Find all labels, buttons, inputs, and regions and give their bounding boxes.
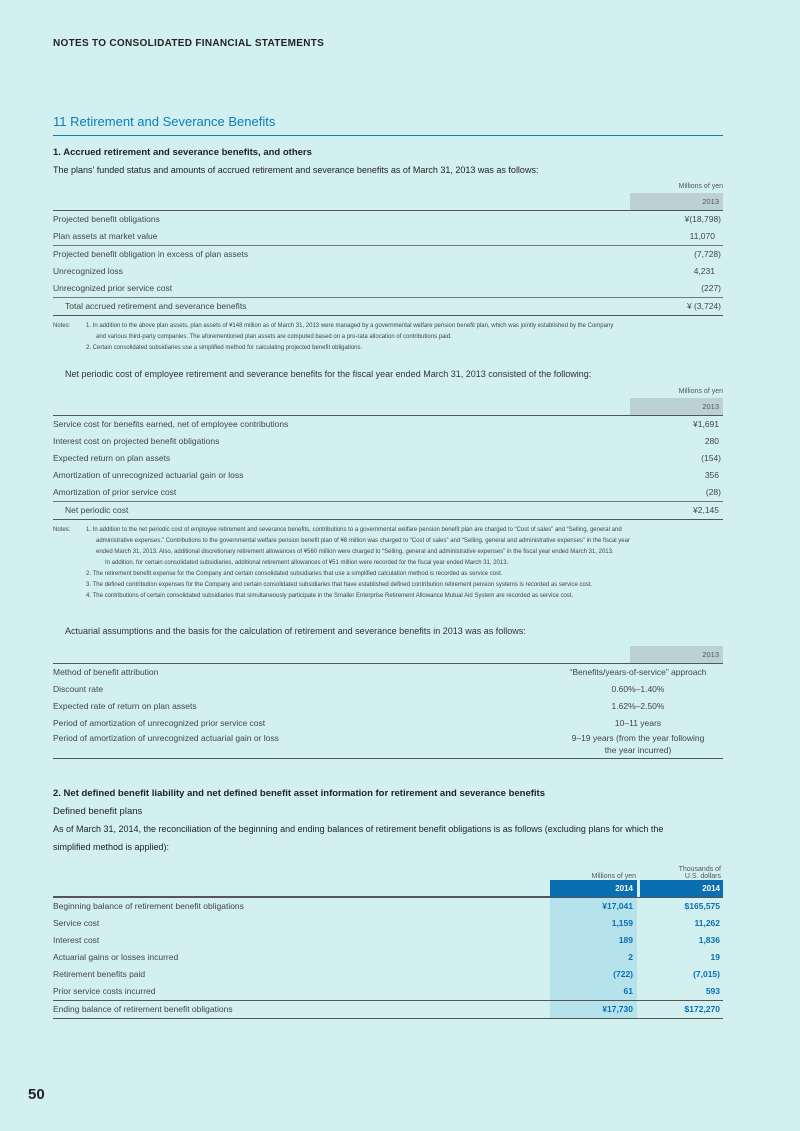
row-usd: $165,575 [684,901,720,911]
table-total-row [53,297,723,316]
row-label: Amortization of prior service cost [53,487,177,497]
part2-subheading: Defined benefit plans [53,806,143,817]
notes-prefix: Notes: [53,323,71,329]
benefit-obligations-table [53,842,723,1019]
page-header: NOTES TO CONSOLIDATED FINANCIAL STATEMENTS [53,38,325,49]
row-value: “Benefits/years-of-service” approach [569,667,707,677]
table-row [53,732,723,759]
note-text: 4. The contributions of certain consolidated subsidiaries that simultaneously participate in the Smaller Enterprise Retirement Allowance Mutual Aid System are recorded as service cost. [86,593,574,599]
table-row [53,932,723,949]
table-row [53,211,723,228]
table2-year-row [53,398,723,416]
note-text: 1. In addition to the net periodic cost of employee retirement and severance benefits, contributions to a governmental welfare pension benefit plan are charged to “Cost of sales” and “Selling, general and [86,527,622,533]
row-usd: 593 [705,986,720,996]
total-label: Ending balance of retirement benefit obligations [53,1004,233,1014]
table-row [53,467,723,484]
table-row [53,897,723,915]
row-yen: ¥17,041 [550,898,637,915]
row-value-line2: the year incurred) [604,745,672,755]
row-yen: 1,159 [550,915,637,932]
table-row [53,715,723,732]
unit-yen: Millions of yen [591,873,636,880]
row-usd: 1,836 [698,935,720,945]
row-label: Prior service costs incurred [53,986,156,996]
table-row [53,949,723,966]
table-total-row [53,501,723,520]
total-label: Total accrued retirement and severance benefits [65,301,247,311]
table-row [53,450,723,467]
row-label: Interest cost on projected benefit obligations [53,436,220,446]
row-yen: 2 [550,949,637,966]
note-text: 2. Certain consolidated subsidiaries use a simplified method for calculating projected benefit obligations. [86,345,363,351]
row-value: (227) [701,283,721,293]
row-label: Beginning balance of retirement benefit obligations [53,901,244,911]
actuarial-intro: Actuarial assumptions and the basis for the calculation of retirement and severance benefits in 2013 was as follows: [65,626,526,636]
row-label: Projected benefit obligation in excess of plan assets [53,249,249,259]
net-periodic-intro: Net periodic cost of employee retirement and severance benefits for the fiscal year ended March 31, 2013 consisted of the following: [65,369,592,379]
row-value: ¥1,691 [693,419,719,429]
row-value: 10–11 years [614,718,662,728]
row-label: Expected rate of return on plan assets [53,701,197,711]
row-value: 4,231 [693,266,715,276]
table-row [53,698,723,715]
note-text: 2. The retirement benefit expense for the Company and certain consolidated subsidiaries that use a simplified calculation method is recorded as service cost. [86,571,503,577]
table-row [53,263,723,280]
page-number: 50 [28,1086,45,1103]
row-usd: 11,262 [694,918,720,928]
table1-unit: Millions of yen [678,183,723,190]
row-label: Service cost [53,918,100,928]
section-title: 11 Retirement and Severance Benefits [53,114,723,136]
table-row [53,245,723,263]
total-yen: ¥17,730 [550,1001,637,1018]
table2-unit: Millions of yen [678,388,723,395]
row-yen: 61 [550,983,637,1000]
table1-year: 2013 [630,193,723,210]
total-label: Net periodic cost [65,505,129,515]
actuarial-assumptions-table [53,646,723,759]
row-value: (154) [701,453,721,463]
row-value: ¥(18,798) [684,214,721,224]
row-usd: (7,015) [693,969,720,979]
note-text: In addition, for certain consolidated subsidiaries, additional retirement allowances of ¥51 million were recorded for the fiscal year ended March 31, 2013. [105,560,509,566]
table-row [53,280,723,297]
note-text: administrative expenses.” Contributions to the governmental welfare pension benefit plan of ¥8 million was charged to “Cost of sales” and “Selling, general and administrative expenses” in the fiscal year [96,538,630,544]
part2-intro-line2: simplified method is applied): [53,842,170,852]
table-row [53,983,723,1000]
note-text: and various third-party companies. The aforementioned plan assets are computed based on a pro-rata allocation of contributions paid. [96,334,452,340]
funded-status-table [53,181,723,316]
notes-2 [53,525,723,602]
row-label: Period of amortization of unrecognized actuarial gain or loss [53,733,279,743]
row-yen: 189 [550,932,637,949]
part1-intro: The plans’ funded status and amounts of accrued retirement and severance benefits as of March 31, 2013 was as follows: [53,165,539,175]
table-row [53,681,723,698]
table4-year-row [53,880,723,897]
part1-heading: 1. Accrued retirement and severance benefits, and others [53,147,312,158]
row-value: (28) [705,487,721,497]
row-label: Projected benefit obligations [53,214,160,224]
row-value: (7,728) [694,249,721,259]
row-value: 356 [704,470,719,480]
table3-year-row [53,646,723,664]
total-value: ¥2,145 [693,505,719,515]
row-label: Period of amortization of unrecognized prior service cost [53,718,266,728]
year-yen: 2014 [550,880,637,897]
row-label: Amortization of unrecognized actuarial gain or loss [53,470,244,480]
row-yen: (722) [550,966,637,983]
row-label: Unrecognized prior service cost [53,283,173,293]
note-text: ended March 31, 2013. Also, additional discretionary retirement allowances of ¥560 million were charged to “Selling, general and administrative expenses” in the fiscal year ended March 31, 2013. [96,549,614,555]
unit-usd-line1: Thousands of [678,866,721,873]
table3-year: 2013 [630,646,723,663]
row-label: Service cost for benefits earned, net of employee contributions [53,419,289,429]
part2-heading: 2. Net defined benefit liability and net defined benefit asset information for retirement and severance benefits [53,788,545,799]
table-row [53,966,723,983]
table-row [53,433,723,450]
total-value: ¥ (3,724) [686,301,721,311]
row-label: Interest cost [53,935,100,945]
notes-1 [53,321,723,354]
table1-year-row [53,193,723,211]
table4-unit-header [53,842,723,880]
note-text: 1. In addition to the above plan assets, plan assets of ¥148 million as of March 31, 2013 were managed by a governmental welfare pension benefit plan, which was jointly established by the Company [86,323,614,329]
row-value: 11,070 [689,231,715,241]
row-label: Discount rate [53,684,104,694]
notes-prefix: Notes: [53,527,71,533]
table2-year: 2013 [630,398,723,415]
total-usd: $172,270 [684,1004,720,1014]
row-label: Expected return on plan assets [53,453,171,463]
row-value: 1.62%–2.50% [611,701,665,711]
row-value: 280 [704,436,719,446]
row-value: 0.60%–1.40% [611,684,665,694]
unit-usd-line2: U.S. dollars [684,873,721,880]
row-label: Plan assets at market value [53,231,158,241]
note-text: 3. The defined contribution expenses for the Company and certain consolidated subsidiaries that have established defined contribution retirement pension systems is recorded as service cost. [86,582,593,588]
row-label: Unrecognized loss [53,266,123,276]
net-periodic-cost-table [53,386,723,520]
row-usd: 19 [710,952,720,962]
row-value [553,732,723,756]
row-value-line1: 9–19 years (from the year following [571,733,705,743]
table-row [53,915,723,932]
part2-intro-line1: As of March 31, 2014, the reconciliation of the beginning and ending balances of retirement benefit obligations is as follows (excluding plans for which the [53,824,664,834]
table-row [53,484,723,501]
table-row [53,664,723,681]
row-label: Method of benefit attribution [53,667,159,677]
row-label: Retirement benefits paid [53,969,146,979]
row-label: Actuarial gains or losses incurred [53,952,179,962]
unit-usd [640,842,723,880]
table-row [53,228,723,245]
table-row [53,416,723,433]
year-usd: 2014 [640,880,723,897]
table-total-row [53,1000,723,1019]
